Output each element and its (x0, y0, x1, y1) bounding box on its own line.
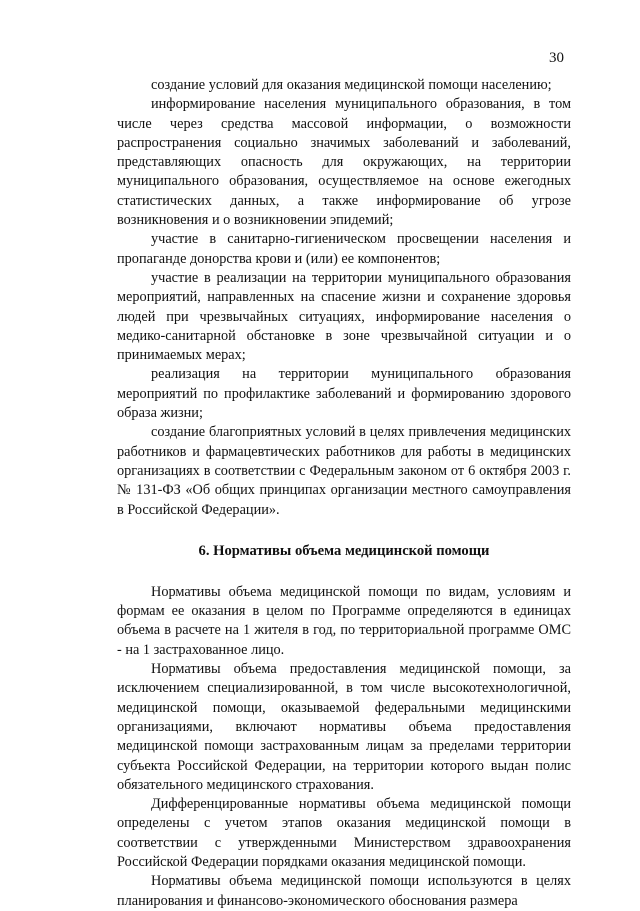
document-body (117, 76, 571, 911)
page-number: 30 (549, 50, 564, 66)
paragraph: Нормативы объема предоставления медицинской помощи, за исключением специализированной, в том числе высокотехнологичной, медицинской помощи, оказываемой федеральными медицинскими организациями, включают нормативы объема предоставления медицинской помощи застрахованным лицам за пределами территории субъекта Российской Федерации, на территории которого выдан полис обязательного медицинского страхования. (117, 661, 571, 793)
paragraph: создание благоприятных условий в целях привлечения медицинских работников и фармацевтических работников для работы в медицинских организациях в соответствии с Федеральным законом от 6 октября 2003 г. № 131-ФЗ «Об общих принципах организации местного самоуправления в Российской Федерации». (117, 424, 571, 518)
section-heading: 6. Нормативы объема медицинской помощи (198, 542, 490, 559)
paragraph: реализация на территории муниципального образования мероприятий по профилактике заболеваний и формированию здорового образа жизни; (117, 366, 571, 422)
paragraph: информирование населения муниципального образования, в том числе через средства массовой информации, о возможности распространения социально значимых заболеваний и заболеваний, представляющих опасность для окружающих, на территории муниципального образования, осуществляемое на основе ежегодных статистических данных, а также информирование об угрозе возникновения и о возникновении эпидемий; (117, 96, 571, 229)
paragraph: создание условий для оказания медицинской помощи населению; (151, 77, 552, 93)
paragraph: участие в санитарно-гигиеническом просвещении населения и пропаганде донорства крови и (или) ее компонентов; (117, 231, 571, 267)
paragraph: Нормативы объема медицинской помощи используются в целях планирования и финансово-экономического обоснования размера (117, 873, 571, 909)
paragraph: участие в реализации на территории муниципального образования мероприятий, направленных на спасение жизни и сохранение здоровья людей при чрезвычайных ситуациях, информирование населения о медико-санитарной обстановке в зоне чрезвычайной ситуации и о принимаемых мерах; (117, 269, 571, 364)
paragraph: Дифференцированные нормативы объема медицинской помощи определены с учетом этапов оказания медицинской помощи в соответствии с утвержденными Министерством здравоохранения Российской Федерации порядками оказания медицинской помощи. (117, 796, 571, 870)
paragraph: Нормативы объема медицинской помощи по видам, условиям и формам ее оказания в целом по Программе определяются в единицах объема в расчете на 1 жителя в год, по территориальной программе ОМС - на 1 застрахованное лицо. (117, 583, 571, 658)
